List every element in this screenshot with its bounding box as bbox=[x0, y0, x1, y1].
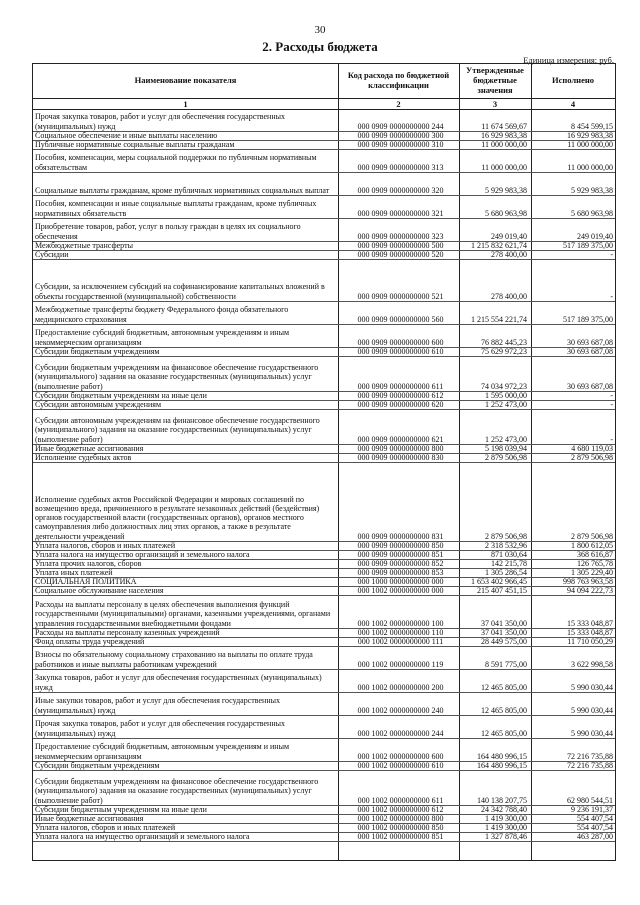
table-row bbox=[33, 823, 615, 832]
row-code: 000 1002 0000000000 000 bbox=[357, 585, 444, 595]
row-code: 000 1002 0000000000 119 bbox=[357, 659, 444, 669]
row-code: 000 0909 0000000000 853 bbox=[357, 567, 444, 577]
row-approved: 12 465 805,00 bbox=[481, 705, 527, 715]
table-row bbox=[33, 715, 615, 738]
header-approved: Утвержденные бюджетные значения bbox=[466, 65, 524, 95]
row-divider bbox=[33, 841, 615, 842]
row-executed: - bbox=[610, 434, 613, 444]
row-approved: 1 252 473,00 bbox=[485, 399, 527, 409]
row-name: Закупка товаров, работ и услуг для обеспечения государственных (муниципальных) нужд bbox=[35, 673, 322, 692]
row-approved: 1 419 300,00 bbox=[485, 822, 527, 832]
unit-label: Единица измерения: руб. bbox=[523, 55, 614, 65]
row-code: 000 0909 0000000000 830 bbox=[357, 452, 444, 462]
row-executed: 5 990 030,44 bbox=[571, 682, 613, 692]
row-code: 000 1002 0000000000 240 bbox=[357, 705, 444, 715]
row-approved: 8 591 775,00 bbox=[485, 659, 527, 669]
row-code: 000 0909 0000000000 620 bbox=[357, 399, 444, 409]
row-executed: 554 407,54 bbox=[577, 813, 613, 823]
row-code: 000 1002 0000000000 611 bbox=[357, 795, 444, 805]
row-name: Прочая закупка товаров, работ и услуг для обеспечения государственных (муниципальных) нужд bbox=[35, 719, 285, 738]
row-code: 000 0909 0000000000 300 bbox=[357, 130, 444, 140]
table-row bbox=[33, 462, 615, 541]
table-row bbox=[33, 356, 615, 391]
row-name: Уплата прочих налогов, сборов bbox=[35, 558, 142, 568]
row-name: Уплата налогов, сборов и иных платежей bbox=[35, 540, 176, 550]
table-row bbox=[33, 646, 615, 669]
row-executed: 249 019,40 bbox=[577, 231, 613, 241]
table-row bbox=[33, 595, 615, 628]
row-code: 000 0909 0000000000 611 bbox=[357, 381, 444, 391]
row-name: Социальные выплаты гражданам, кроме публичных нормативных социальных выплат bbox=[35, 185, 330, 195]
row-approved: 2 318 532,96 bbox=[485, 540, 527, 550]
row-code: 000 0909 0000000000 831 bbox=[357, 531, 444, 541]
row-code: 000 0909 0000000000 610 bbox=[357, 346, 444, 356]
row-name: Межбюджетные трансферты бюджету Федерального фонда обязательного медицинского страхования bbox=[35, 305, 289, 324]
row-approved: 140 138 207,75 bbox=[477, 795, 527, 805]
row-approved: 11 000 000,00 bbox=[481, 162, 527, 172]
row-name: Субсидии бюджетным учреждениям bbox=[35, 760, 160, 770]
table-row bbox=[33, 568, 615, 577]
row-approved: 12 465 805,00 bbox=[481, 682, 527, 692]
row-code: 000 1002 0000000000 610 bbox=[357, 760, 444, 770]
row-approved: 1 419 300,00 bbox=[485, 813, 527, 823]
row-approved: 142 215,78 bbox=[491, 558, 527, 568]
row-name: Фонд оплаты труда учреждений bbox=[35, 636, 145, 646]
row-name: Уплата налога на имущество организаций и земельного налога bbox=[35, 831, 250, 841]
row-approved: 5 198 039,94 bbox=[485, 443, 527, 453]
row-name: Межбюджетные трансферты bbox=[35, 240, 133, 250]
table-row bbox=[33, 577, 615, 586]
row-name: Взносы по обязательному социальному страхованию на выплаты по оплате труда работников и иные выплаты работникам учреждений bbox=[35, 650, 313, 669]
row-code: 000 0909 0000000000 321 bbox=[357, 208, 444, 218]
row-code: 000 0909 0000000000 612 bbox=[357, 390, 444, 400]
row-executed: 1 800 612,05 bbox=[571, 540, 613, 550]
row-name: Субсидии бюджетным учреждениям на финансовое обеспечение государственного (муниципального) задания на оказание государственных (муниципальных) услуг (выполнение работ) bbox=[35, 777, 319, 805]
expenses-table bbox=[32, 63, 616, 861]
table-row bbox=[33, 140, 615, 149]
row-name: Субсидии автономным учреждениям bbox=[35, 399, 162, 409]
row-name: Пособия, компенсации и иные социальные выплаты гражданам, кроме публичных нормативных обязательств bbox=[35, 199, 317, 218]
table-row bbox=[33, 770, 615, 805]
table-row bbox=[33, 669, 615, 692]
row-code: 000 1002 0000000000 111 bbox=[357, 636, 444, 646]
row-executed: 126 765,78 bbox=[577, 558, 613, 568]
row-name: СОЦИАЛЬНАЯ ПОЛИТИКА bbox=[35, 576, 137, 586]
row-code: 000 0909 0000000000 800 bbox=[357, 443, 444, 453]
row-approved: 871 030,64 bbox=[491, 549, 527, 559]
table-row bbox=[33, 250, 615, 259]
row-name: Приобретение товаров, работ, услуг в пользу граждан в целях их социального обеспечения bbox=[35, 222, 301, 241]
row-executed: 9 236 191,37 bbox=[571, 804, 613, 814]
table-row bbox=[33, 149, 615, 172]
row-approved: 164 480 996,15 bbox=[477, 751, 527, 761]
row-name: Субсидии, за исключением субсидий на софинансирование капитальных вложений в объекты государственной (муниципальной) собственности bbox=[35, 282, 325, 301]
table-row bbox=[33, 692, 615, 715]
row-approved: 278 400,00 bbox=[491, 249, 527, 259]
table-row bbox=[33, 409, 615, 444]
table-row bbox=[33, 218, 615, 241]
col-number-1: 1 bbox=[183, 99, 188, 109]
row-code: 000 1002 0000000000 612 bbox=[357, 804, 444, 814]
row-executed: - bbox=[610, 249, 613, 259]
row-code: 000 0909 0000000000 313 bbox=[357, 162, 444, 172]
row-executed: 16 929 983,38 bbox=[567, 130, 613, 140]
row-approved: 75 629 972,23 bbox=[481, 346, 527, 356]
row-executed: 94 094 222,73 bbox=[567, 585, 613, 595]
row-approved: 164 480 996,15 bbox=[477, 760, 527, 770]
row-executed: 30 693 687,08 bbox=[567, 346, 613, 356]
row-name: Иные бюджетные ассигнования bbox=[35, 443, 144, 453]
row-approved: 215 407 451,15 bbox=[477, 585, 527, 595]
table-row bbox=[33, 195, 615, 218]
row-executed: 463 287,00 bbox=[577, 831, 613, 841]
row-code: 000 1002 0000000000 100 bbox=[357, 618, 444, 628]
row-executed: 62 980 544,51 bbox=[567, 795, 613, 805]
row-approved: 5 929 983,38 bbox=[485, 185, 527, 195]
row-name: Публичные нормативные социальные выплаты гражданам bbox=[35, 139, 235, 149]
row-name: Иные закупки товаров, работ и услуг для обеспечения государственных (муниципальных) нужд bbox=[35, 696, 280, 715]
row-executed: 72 216 735,88 bbox=[567, 751, 613, 761]
table-row bbox=[33, 444, 615, 453]
row-code: 000 0909 0000000000 621 bbox=[357, 434, 444, 444]
row-executed: 517 189 375,00 bbox=[563, 240, 613, 250]
header-name: Наименование показателя bbox=[134, 75, 237, 86]
row-approved: 1 215 832 621,74 bbox=[471, 240, 527, 250]
row-name: Уплата иных платежей bbox=[35, 567, 113, 577]
row-executed: 30 693 687,08 bbox=[567, 381, 613, 391]
row-executed: 2 879 506,98 bbox=[571, 452, 613, 462]
row-approved: 1 595 000,00 bbox=[485, 390, 527, 400]
row-approved: 24 342 788,40 bbox=[481, 804, 527, 814]
row-name: Прочая закупка товаров, работ и услуг для обеспечения государственных (муниципальных) нужд bbox=[35, 112, 285, 131]
row-executed: 5 990 030,44 bbox=[571, 728, 613, 738]
row-name: Иные бюджетные ассигнования bbox=[35, 813, 144, 823]
row-approved: 76 882 445,23 bbox=[481, 337, 527, 347]
row-code: 000 1002 0000000000 800 bbox=[357, 813, 444, 823]
row-approved: 1 653 402 966,45 bbox=[471, 576, 527, 586]
row-approved: 1 215 554 221,74 bbox=[471, 314, 527, 324]
header-code: Код расхода по бюджетной классификации bbox=[347, 70, 450, 90]
table-row bbox=[33, 453, 615, 462]
row-name: Социальное обеспечение и иные выплаты населению bbox=[35, 130, 218, 140]
row-approved: 249 019,40 bbox=[491, 231, 527, 241]
row-approved: 5 680 963,98 bbox=[485, 208, 527, 218]
row-executed: 11 000 000,00 bbox=[567, 139, 613, 149]
table-row bbox=[33, 628, 615, 637]
row-executed: 72 216 735,88 bbox=[567, 760, 613, 770]
table-row bbox=[33, 637, 615, 646]
table-row bbox=[33, 814, 615, 823]
row-name: Субсидии бюджетным учреждениям на финансовое обеспечение государственного (муниципального) задания на оказание государственных (муниципальных) услуг (выполнение работ) bbox=[35, 363, 319, 391]
table-row bbox=[33, 541, 615, 550]
table-row bbox=[33, 301, 615, 324]
col-number-2: 2 bbox=[396, 99, 401, 109]
row-approved: 2 879 506,98 bbox=[485, 531, 527, 541]
row-code: 000 0909 0000000000 244 bbox=[357, 121, 444, 131]
row-executed: - bbox=[610, 390, 613, 400]
page-number: 30 bbox=[314, 24, 326, 36]
table-row bbox=[33, 259, 615, 301]
row-code: 000 0909 0000000000 520 bbox=[357, 249, 444, 259]
row-code: 000 1002 0000000000 850 bbox=[357, 822, 444, 832]
row-name: Расходы на выплаты персоналу в целях обеспечения выполнения функций государственными (муниципальными) органами, казенными учреждениями, органами управления государственными внебюджетными фондами bbox=[35, 600, 331, 628]
row-executed: - bbox=[610, 399, 613, 409]
row-approved: 16 929 983,38 bbox=[481, 130, 527, 140]
table-row bbox=[33, 391, 615, 400]
table-row bbox=[33, 324, 615, 347]
row-code: 000 0909 0000000000 600 bbox=[357, 337, 444, 347]
row-executed: 554 407,54 bbox=[577, 822, 613, 832]
row-name: Предоставление субсидий бюджетным, автономным учреждениям и иным некоммерческим организациям bbox=[35, 328, 290, 347]
row-approved: 74 034 972,23 bbox=[481, 381, 527, 391]
row-approved: 28 449 575,00 bbox=[481, 636, 527, 646]
table-row bbox=[33, 347, 615, 356]
row-approved: 11 000 000,00 bbox=[481, 139, 527, 149]
row-executed: 998 763 963,58 bbox=[563, 576, 613, 586]
row-executed: 4 680 119,03 bbox=[571, 443, 613, 453]
row-executed: 5 990 030,44 bbox=[571, 705, 613, 715]
row-approved: 1 327 878,46 bbox=[485, 831, 527, 841]
table-row bbox=[33, 738, 615, 761]
row-name: Субсидии bbox=[35, 249, 69, 259]
row-name: Уплата налогов, сборов и иных платежей bbox=[35, 822, 176, 832]
row-code: 000 0909 0000000000 560 bbox=[357, 314, 444, 324]
row-approved: 278 400,00 bbox=[491, 291, 527, 301]
row-name: Субсидии бюджетным учреждениям bbox=[35, 346, 160, 356]
row-name: Субсидии бюджетным учреждениям на иные цели bbox=[35, 804, 207, 814]
row-approved: 12 465 805,00 bbox=[481, 728, 527, 738]
row-executed: 15 333 048,87 bbox=[567, 627, 613, 637]
row-code: 000 0909 0000000000 500 bbox=[357, 240, 444, 250]
page-title: 2. Расходы бюджета bbox=[262, 39, 378, 54]
table-row bbox=[33, 832, 615, 841]
row-executed: 5 680 963,98 bbox=[571, 208, 613, 218]
header-executed: Исполнено bbox=[551, 75, 594, 86]
row-executed: 11 000 000,00 bbox=[567, 162, 613, 172]
row-executed: 368 616,87 bbox=[577, 549, 613, 559]
row-name: Субсидии автономным учреждениям на финансовое обеспечение государственного (муниципального) задания на оказание государственных (муниципальных) услуг (выполнение работ) bbox=[35, 416, 320, 444]
table-row bbox=[33, 172, 615, 195]
table-row bbox=[33, 131, 615, 140]
row-code: 000 1002 0000000000 110 bbox=[357, 627, 444, 637]
row-executed: 15 333 048,87 bbox=[567, 618, 613, 628]
col-number-4: 4 bbox=[570, 99, 576, 109]
row-approved: 1 305 286,54 bbox=[485, 567, 527, 577]
row-name: Исполнение судебных актов Российской Федерации и мировых соглашений по возмещению вреда, причиненного в результате незаконных действий (бездействия) органов государственной власти (государственных органов), органов местного самоуправления либо должностных лиц этих органов, а также в результате деятельности учреждений bbox=[35, 494, 320, 541]
row-approved: 1 252 473,00 bbox=[485, 434, 527, 444]
row-name: Пособия, компенсации, меры социальной поддержки по публичным нормативным обязательствам bbox=[35, 153, 317, 172]
row-name: Субсидии бюджетным учреждениям на иные цели bbox=[35, 390, 207, 400]
table-row bbox=[33, 586, 615, 595]
row-code: 000 0909 0000000000 521 bbox=[357, 291, 444, 301]
table-row bbox=[33, 805, 615, 814]
row-executed: 8 454 599,15 bbox=[571, 121, 613, 131]
row-executed: 1 305 229,40 bbox=[571, 567, 613, 577]
row-executed: 5 929 983,38 bbox=[571, 185, 613, 195]
row-approved: 2 879 506,98 bbox=[485, 452, 527, 462]
row-executed: 2 879 506,98 bbox=[571, 531, 613, 541]
row-executed: 3 622 998,58 bbox=[571, 659, 613, 669]
row-name: Социальное обслуживание населения bbox=[35, 585, 164, 595]
row-executed: 11 710 050,29 bbox=[567, 636, 613, 646]
row-code: 000 1002 0000000000 851 bbox=[357, 831, 444, 841]
row-name: Исполнение судебных актов bbox=[35, 452, 132, 462]
table-row bbox=[33, 400, 615, 409]
table-row bbox=[33, 559, 615, 568]
row-executed: 517 189 375,00 bbox=[563, 314, 613, 324]
row-name: Уплата налога на имущество организаций и земельного налога bbox=[35, 549, 250, 559]
row-name: Расходы на выплаты персоналу казенных учреждений bbox=[35, 627, 220, 637]
row-code: 000 0909 0000000000 850 bbox=[357, 540, 444, 550]
table-row bbox=[33, 550, 615, 559]
row-approved: 37 041 350,00 bbox=[481, 627, 527, 637]
row-approved: 37 041 350,00 bbox=[481, 618, 527, 628]
row-executed: 30 693 687,08 bbox=[567, 337, 613, 347]
row-code: 000 0909 0000000000 310 bbox=[357, 139, 444, 149]
row-code: 000 1000 0000000000 000 bbox=[357, 576, 444, 586]
row-code: 000 0909 0000000000 851 bbox=[357, 549, 444, 559]
table-row bbox=[33, 241, 615, 250]
row-code: 000 0909 0000000000 852 bbox=[357, 558, 444, 568]
row-code: 000 1002 0000000000 600 bbox=[357, 751, 444, 761]
row-approved: 11 674 569,67 bbox=[481, 121, 527, 131]
row-code: 000 0909 0000000000 323 bbox=[357, 231, 444, 241]
col-number-3: 3 bbox=[492, 99, 498, 109]
row-code: 000 0909 0000000000 320 bbox=[357, 185, 444, 195]
table-row bbox=[33, 109, 615, 131]
table-row bbox=[33, 761, 615, 770]
row-executed: - bbox=[610, 291, 613, 301]
row-code: 000 1002 0000000000 200 bbox=[357, 682, 444, 692]
row-code: 000 1002 0000000000 244 bbox=[357, 728, 444, 738]
row-name: Предоставление субсидий бюджетным, автономным учреждениям и иным некоммерческим организациям bbox=[35, 742, 290, 761]
